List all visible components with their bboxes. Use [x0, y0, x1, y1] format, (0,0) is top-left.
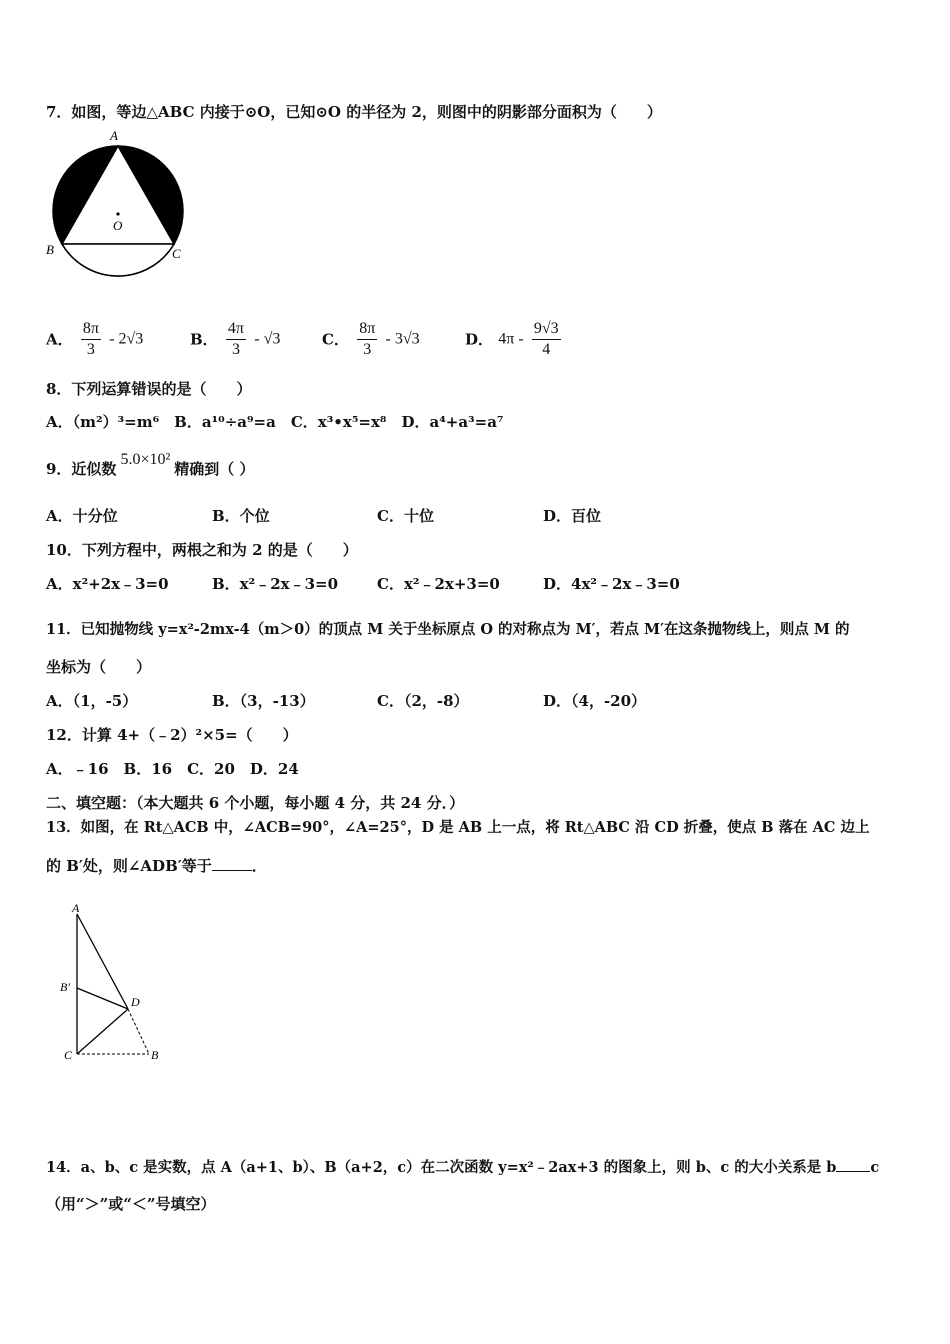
q7-label-b: B [46, 242, 54, 257]
q11-text-line2: 坐标为（ ） [46, 658, 152, 676]
q13-label-b: B [151, 1048, 159, 1062]
q12-text: 12．计算 4+（﹣2）²×5=（ ） [46, 726, 298, 744]
q10-option-d: D．4x²﹣2x﹣3=0 [543, 575, 680, 593]
q11-text-line1: 11．已知抛物线 y=x²-2mx-4（m＞0）的顶点 M 关于坐标原点 O 的对称点为 M′，若点 M′在这条抛物线上，则点 M 的 [46, 621, 850, 638]
q9-expression: 5.0×10² [120, 451, 171, 468]
q9-option-d: D．百位 [543, 507, 602, 525]
q8-text: 8．下列运算错误的是（ ） [46, 380, 252, 398]
q7-label-c: C [172, 246, 181, 261]
q7-option-d: D． 4π - $\frac{9√3}{4}$ [465, 320, 559, 358]
q11-option-d: D．（4，-20） [543, 692, 647, 710]
q7-option-b: B． $\frac{4\pi}{3}$ - √3 [190, 320, 281, 358]
q14-text-line1: 14．a、b、c 是实数，点 A（a+1、b）、B（a+2，c）在二次函数 y=x²﹣2ax+3 的图象上，则 b、c 的大小关系是 b c [46, 1159, 880, 1176]
q7-option-a-fraction: $\frac{8\pi}{3}$ [82, 320, 99, 358]
q7-label-a: A [110, 130, 118, 143]
q7-option-c: C． $\frac{8\pi}{3}$ - 3√3 [322, 320, 420, 358]
q13-text-line1: 13．如图，在 Rt△ACB 中，∠ACB=90°，∠A=25°，D 是 AB 上一点，将 Rt△ABC 沿 CD 折叠，使点 B 落在 AC 边上 [46, 819, 870, 836]
q13-label-a: A [72, 902, 80, 915]
q8-options: A．（m²）³=m⁶ B．a¹⁰÷a⁹=a C．x³•x⁵=x⁸ D．a⁴+a³=a⁷ [46, 413, 504, 431]
q10-option-a: A．x²+2x﹣3=0 [46, 575, 169, 593]
q9-option-c: C．十位 [377, 507, 434, 525]
q14-answer-blank[interactable] [836, 1157, 870, 1172]
q10-text: 10．下列方程中，两根之和为 2 的是（ ） [46, 541, 358, 559]
q7-option-d-fraction: $\frac{9√3}{4}$ [533, 320, 559, 358]
q7-figure [40, 130, 195, 282]
q13-label-b-prime: B′ [60, 980, 70, 994]
q7-text: 7．如图，等边△ABC 内接于⊙O，已知⊙O 的半径为 2，则图中的阴影部分面积为（ ） [46, 103, 662, 121]
q7-option-c-fraction: $\frac{8\pi}{3}$ [359, 320, 376, 358]
q13-answer-blank[interactable] [212, 856, 252, 871]
q9-option-a: A．十分位 [46, 507, 118, 525]
q11-option-c: C．（2，-8） [377, 692, 469, 710]
q7-label-o: O [113, 218, 123, 233]
q10-option-c: C．x²﹣2x+3=0 [377, 575, 500, 593]
q9-text: 9．近似数5.0×10²精确到（ ） [46, 451, 255, 478]
q11-option-a: A．（1，-5） [46, 692, 138, 710]
q14-text-line2: （用“＞”或“＜”号填空） [46, 1195, 216, 1213]
q7-option-b-fraction: $\frac{4\pi}{3}$ [227, 320, 244, 358]
q11-option-b: B．（3，-13） [212, 692, 315, 710]
q12-options: A．﹣16 B．16 C．20 D．24 [46, 760, 299, 778]
q13-label-c: C [64, 1048, 73, 1062]
q13-label-d: D [131, 995, 140, 1009]
q9-option-b: B．个位 [212, 507, 270, 525]
q10-option-b: B．x²﹣2x﹣3=0 [212, 575, 339, 593]
q13-figure [56, 902, 176, 1067]
q13-text-line2: 的 B′处，则∠ADB′等于 ． [46, 857, 267, 875]
q7-option-a: A． $\frac{8\pi}{3}$ - 2√3 [46, 320, 144, 358]
section2-title: 二、填空题：（本大题共 6 个小题，每小题 4 分，共 24 分．） [46, 794, 465, 812]
